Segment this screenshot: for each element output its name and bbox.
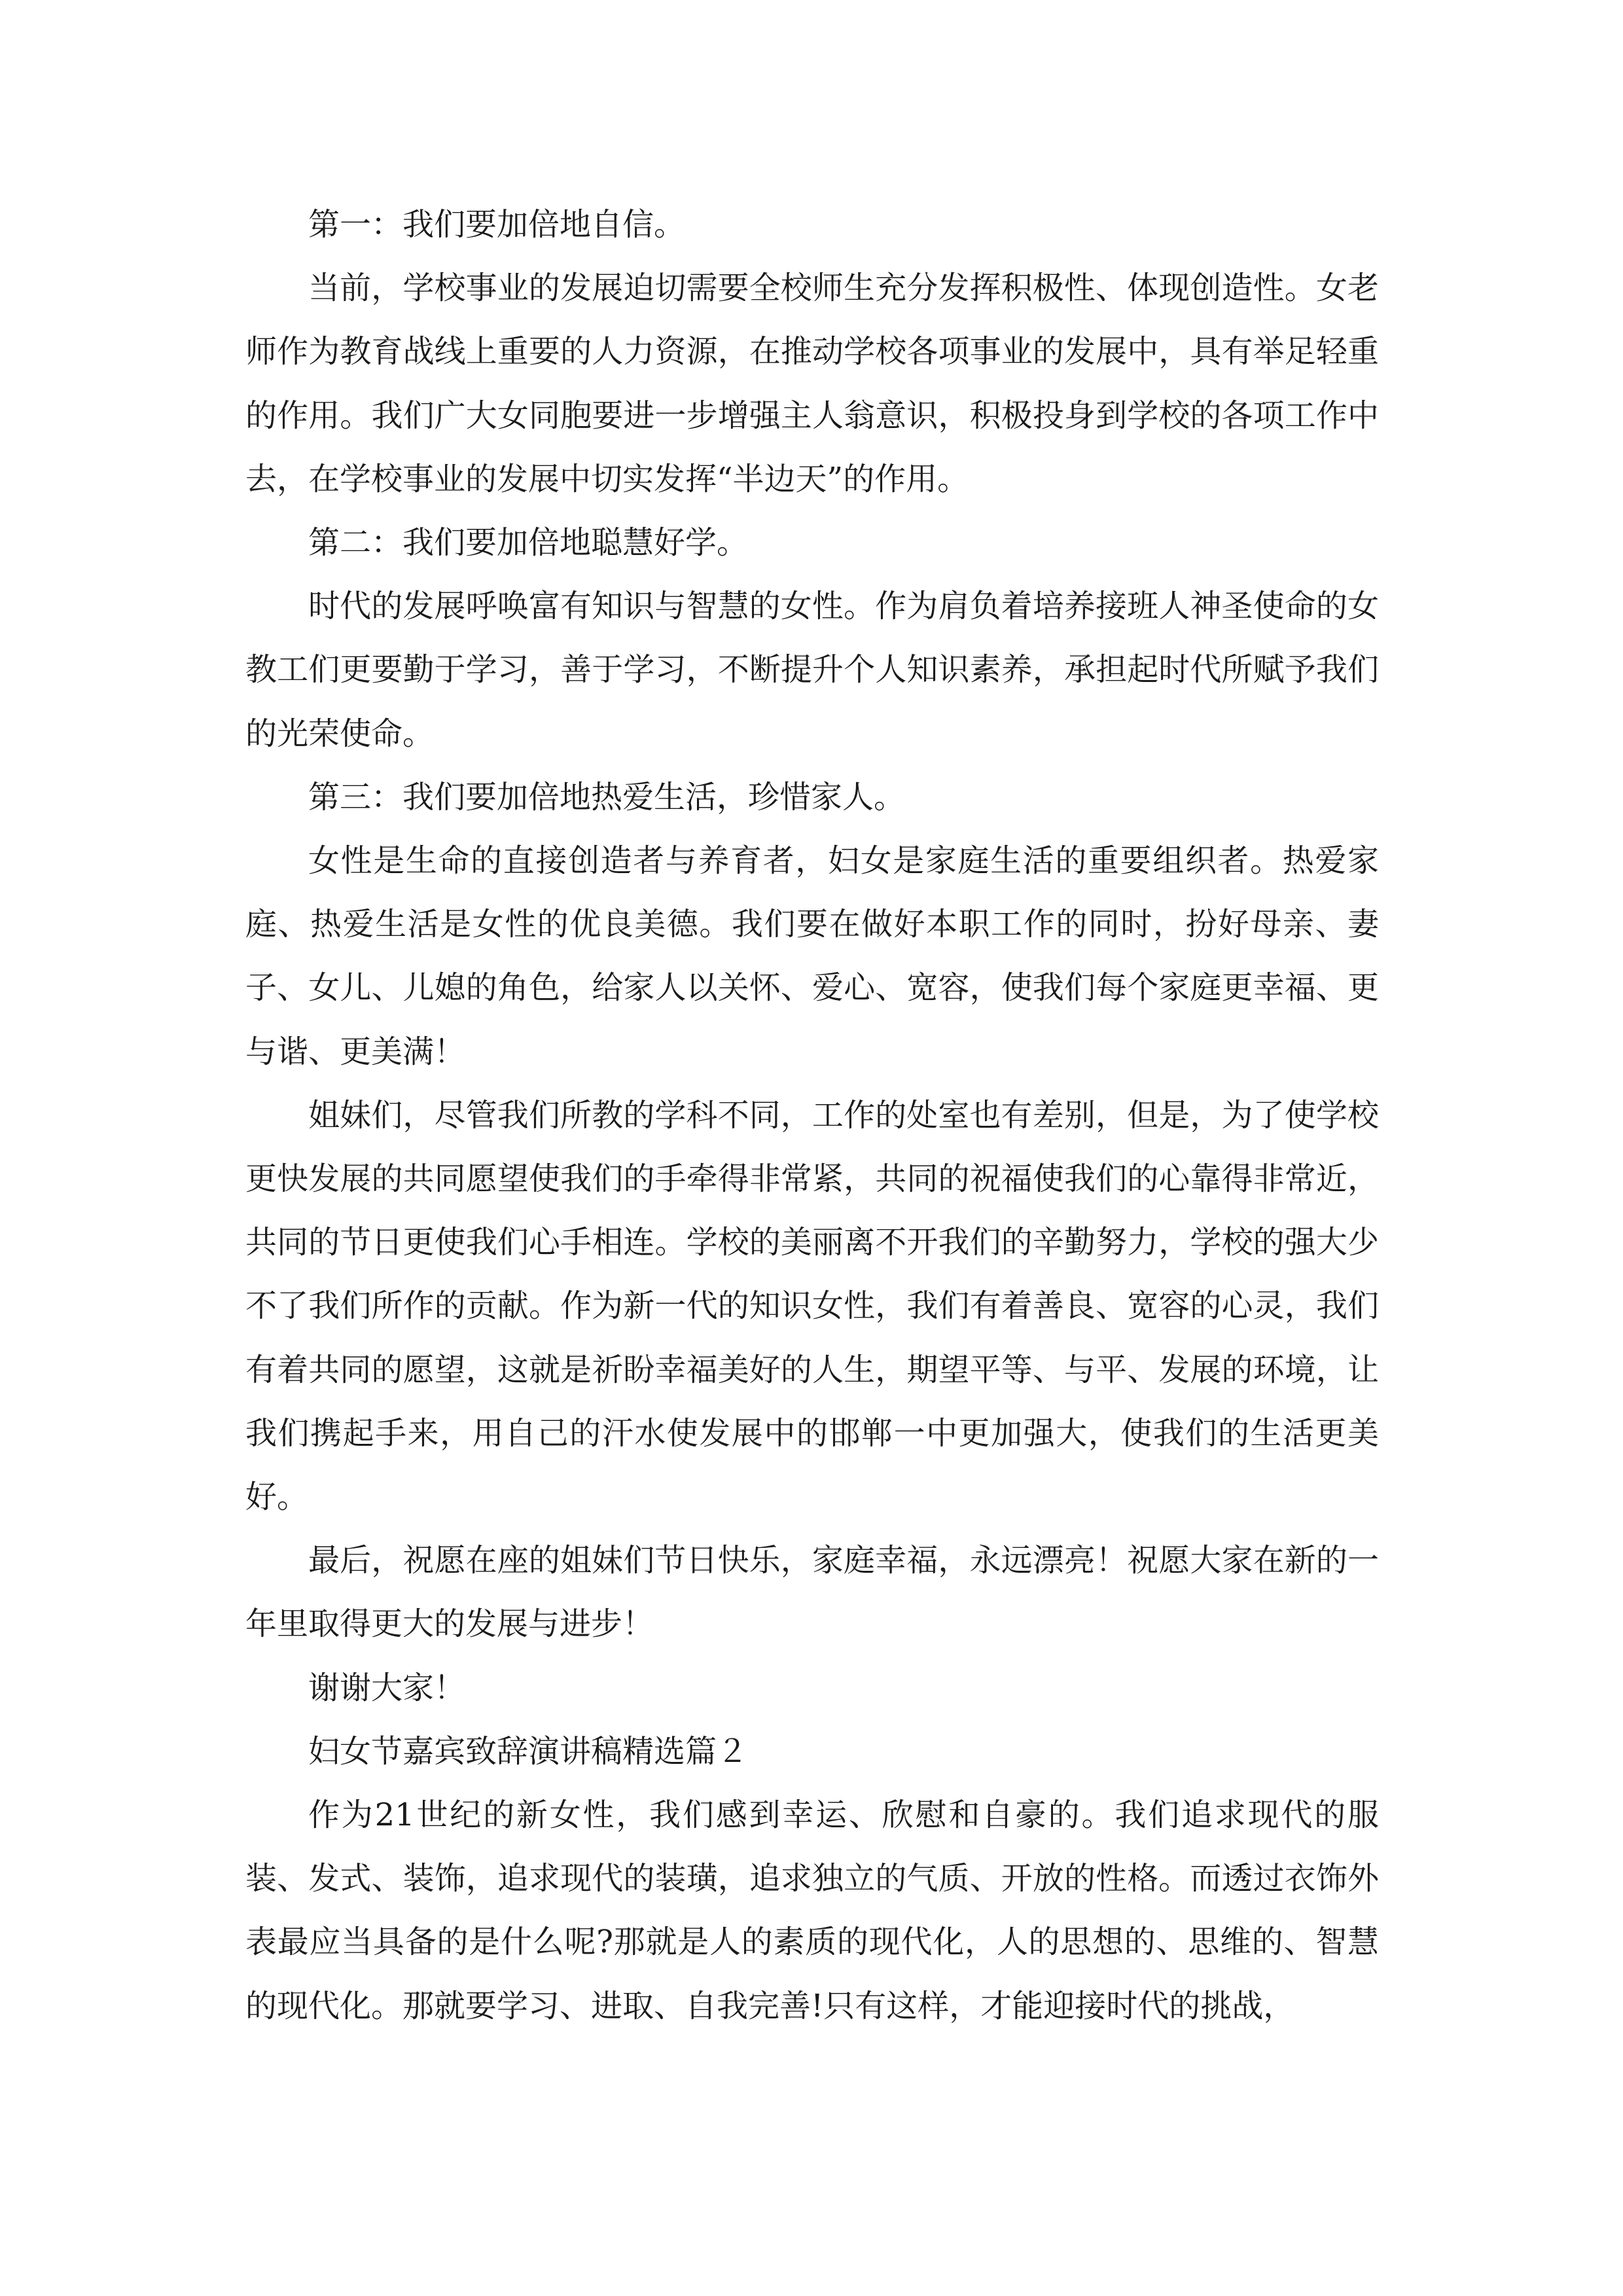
paragraph: 当前，学校事业的发展迫切需要全校师生充分发挥积极性、体现创造性。女老师作为教育战线上重要的人力资源，在推动学校各项事业的发展中，具有举足轻重的作用。我们广大女同胞要进一步增强主人翁意识，积极投身到学校的各项工作中去，在学校事业的发展中切实发挥“半边天”的作用。 <box>245 270 1379 497</box>
document-body <box>245 193 1379 2038</box>
paragraph-thanks: 谢谢大家！ <box>308 1669 466 1706</box>
paragraph-first-point: 第一：我们要加倍地自信。 <box>308 206 686 243</box>
paragraph: 姐妹们，尽管我们所教的学科不同，工作的处室也有差别，但是，为了使学校更快发展的共同愿望使我们的手牵得非常紧，共同的祝福使我们的心靠得非常近，共同的节日更使我们心手相连。学校的美丽离不开我们的辛勤努力，学校的强大少不了我们所作的贡献。作为新一代的知识女性，我们有着善良、宽容的心灵，我们有着共同的愿望，这就是祈盼幸福美好的人生，期望平等、与平、发展的环境，让我们携起手来，用自己的汗水使发展中的邯郸一中更加强大，使我们的生活更美好。 <box>245 1096 1379 1516</box>
paragraph: 女性是生命的直接创造者与养育者，妇女是家庭生活的重要组织者。热爱家庭、热爱生活是女性的优良美德。我们要在做好本职工作的同时，扮好母亲、妻子、女儿、儿媳的角色，给家人以关怀、爱心、宽容，使我们每个家庭更幸福、更与谐、更美满！ <box>245 842 1379 1070</box>
paragraph: 最后，祝愿在座的姐妹们节日快乐，家庭幸福，永远漂亮！祝愿大家在新的一年里取得更大的发展与进步！ <box>245 1542 1379 1643</box>
paragraph-third-point: 第三：我们要加倍地热爱生活，珍惜家人。 <box>308 778 906 816</box>
paragraph: 作为21世纪的新女性，我们感到幸运、欣慰和自豪的。我们追求现代的服装、发式、装饰，追求现代的装璜，追求独立的气质、开放的性格。而透过衣饰外表最应当具备的是什么呢?那就是人的素质的现代化，人的思想的、思维的、智慧的现代化。那就要学习、进取、自我完善!只有这样，才能迎接时代的挑战， <box>245 1797 1379 2024</box>
section-heading: 妇女节嘉宾致辞演讲稿精选篇２ <box>308 1732 749 1770</box>
paragraph-second-point: 第二：我们要加倍地聪慧好学。 <box>308 524 749 562</box>
paragraph: 时代的发展呼唤富有知识与智慧的女性。作为肩负着培养接班人神圣使命的女教工们更要勤于学习，善于学习，不断提升个人知识素养，承担起时代所赋予我们的光荣使命。 <box>245 588 1379 752</box>
